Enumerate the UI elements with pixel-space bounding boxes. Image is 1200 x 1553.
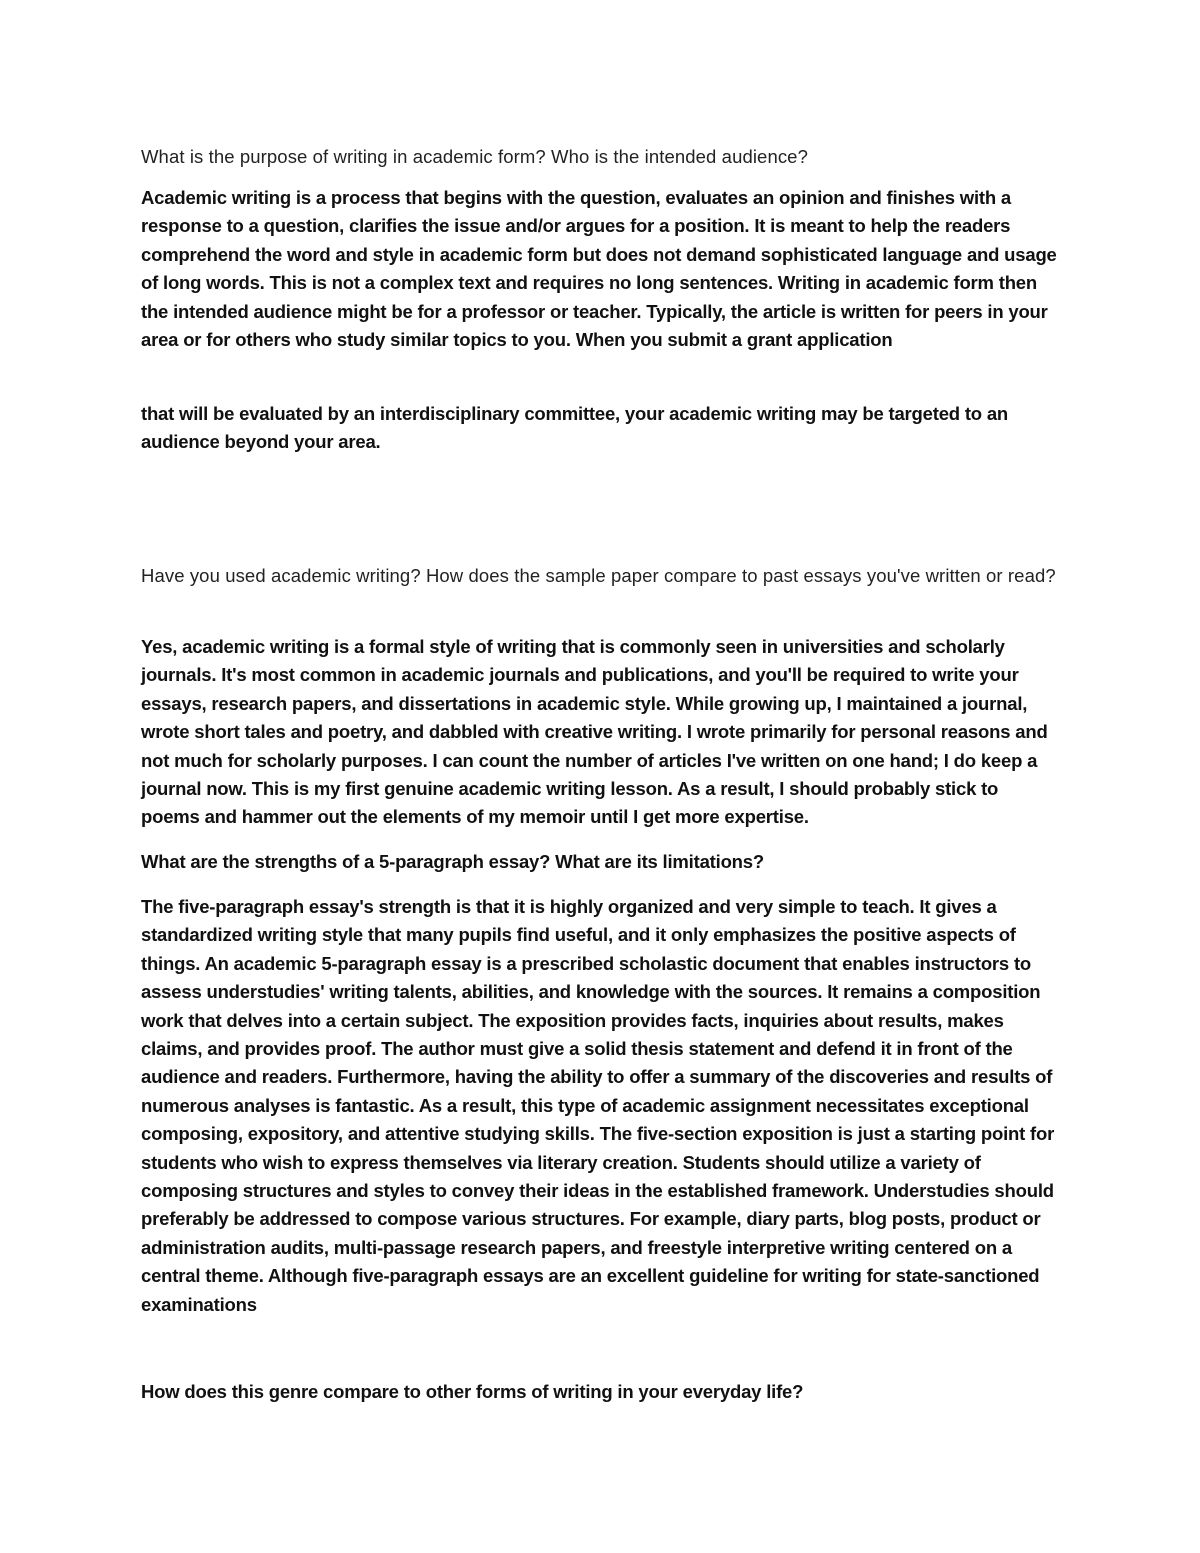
answer-five-paragraph-essay: The five-paragraph essay's strength is that it is highly organized and very simple to teach. It gives a standardized writing style that many pupils find useful, and it only emphasizes the positive aspects of things. An academic 5-paragraph essay is a prescribed scholastic document that enables instructors to assess understudies' writing talents, abilities, and knowledge with the sources. It remains a composition work that delves into a certain subject. The exposition provides facts, inquiries about results, makes claims, and provides proof. The author must give a solid thesis statement and defend it in front of the audience and readers. Furthermore, having the ability to offer a summary of the discoveries and results of numerous analyses is fantastic. As a result, this type of academic assignment necessitates exceptional composing, expository, and attentive studying skills. The five-section exposition is just a starting point for students who wish to express themselves via literary creation. Students should utilize a variety of composing structures and styles to convey their ideas in the established framework. Understudies should preferably be addressed to compose various structures. For example, diary parts, blog posts, product or administration audits, multi-passage research papers, and freestyle interpretive writing centered on a central theme. Although five-paragraph essays are an excellent guideline for writing for state-sanctioned examinations [141, 896, 1055, 1315]
answer-purpose-audience-paragraph-1: Academic writing is a process that begins with the question, evaluates an opinion and finishes with a response to a question, clarifies the issue and/or argues for a position. It is meant to help the readers comprehend the word and style in academic form but does not demand sophisticated language and usage of long words. This is not a complex text and requires no long sentences. Writing in academic form then the intended audience might be for a professor or teacher. Typically, the article is written for peers in your area or for others who study similar topics to you. When you submit a grant application [141, 187, 1057, 351]
question-five-paragraph-essay: What are the strengths of a 5-paragraph essay? What are its limitations? [141, 851, 764, 872]
answer-purpose-audience-paragraph-2: that will be evaluated by an interdisciplinary committee, your academic writing may be targeted to an audience beyond your area. [141, 403, 1009, 453]
question-purpose-audience: What is the purpose of writing in academic form? Who is the intended audience? [141, 146, 808, 167]
answer-used-academic-writing: Yes, academic writing is a formal style of writing that is commonly seen in universities and scholarly journals. It's most common in academic journals and publications, and you'll be required to write your essays, research papers, and dissertations in academic style. While growing up, I maintained a journal, wrote short tales and poetry, and dabbled with creative writing. I wrote primarily for personal reasons and not much for scholarly purposes. I can count the number of articles I've written on one hand; I do keep a journal now. This is my first genuine academic writing lesson. As a result, I should probably stick to poems and hammer out the elements of my memoir until I get more expertise. [141, 636, 1048, 828]
question-used-academic-writing: Have you used academic writing? How does the sample paper compare to past essays you've written or read? [141, 565, 1056, 586]
question-genre-comparison: How does this genre compare to other forms of writing in your everyday life? [141, 1381, 804, 1402]
